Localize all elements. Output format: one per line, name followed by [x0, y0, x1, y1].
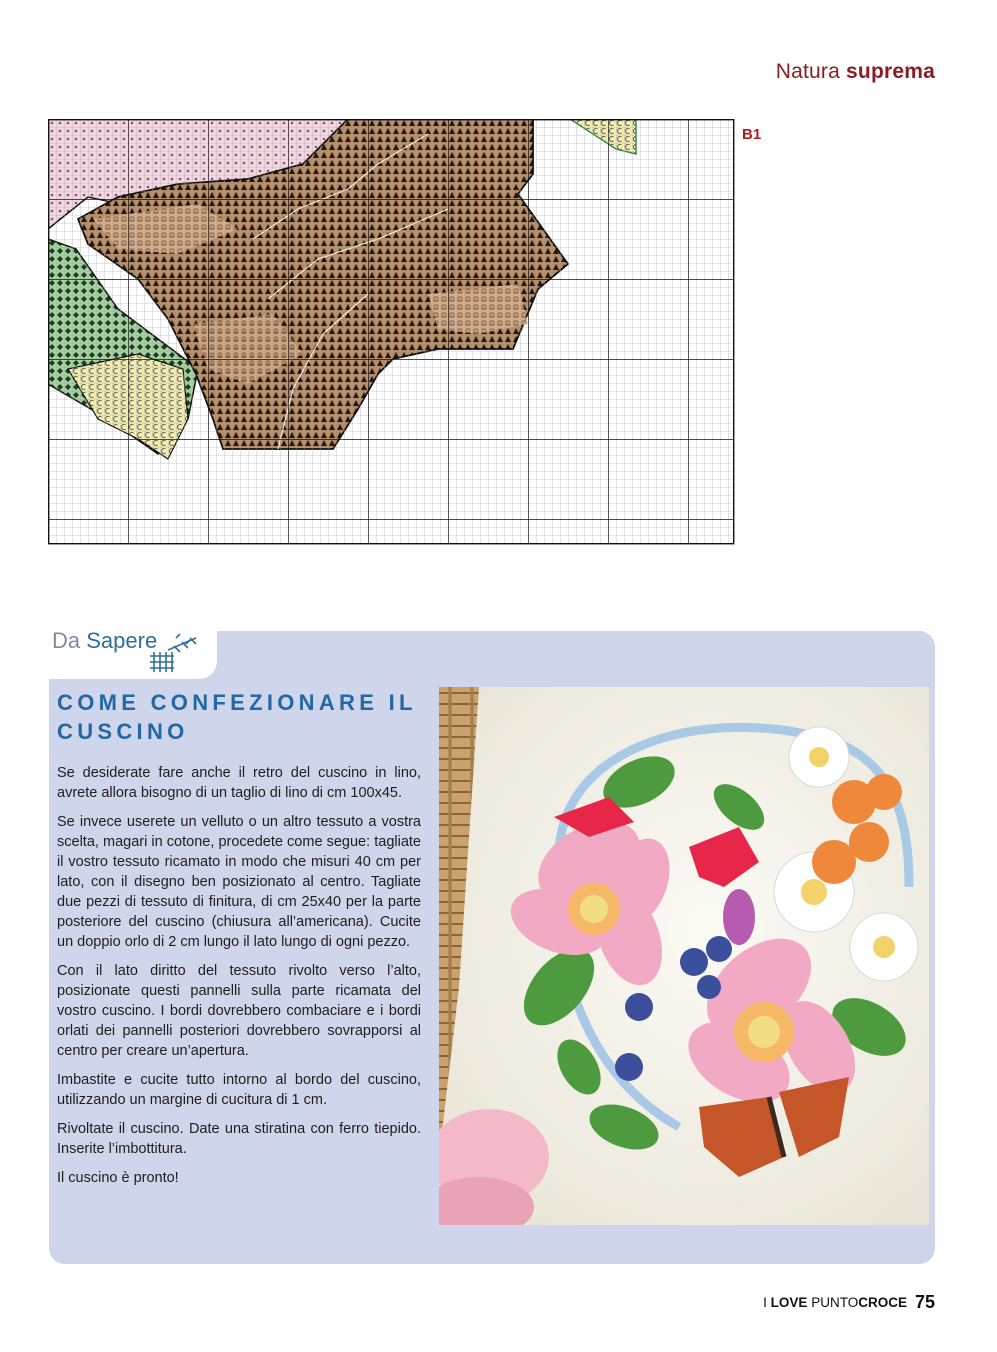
series-title: [776, 60, 935, 84]
chart-section-label: B1: [742, 126, 762, 143]
series-title-word2: suprema: [846, 60, 935, 83]
footer-punto: PUNTO: [807, 1295, 859, 1310]
paragraph: Il cuscino è pronto!: [57, 1170, 179, 1186]
cross-stitch-chart: [48, 119, 738, 549]
paragraph: Se desiderate fare anche il retro del cuscino in lino, avrete allora bisogno di un taglio di lino di cm 100x45.: [57, 765, 421, 801]
cross-stitch-icon: [146, 632, 200, 676]
tab-word-sapere: Sapere: [86, 628, 158, 653]
cushion-photo: [439, 687, 929, 1225]
instructions-text: [57, 763, 421, 1197]
footer-branding: [763, 1292, 935, 1313]
series-title-word1: Natura: [775, 60, 840, 83]
footer-love: LOVE: [770, 1295, 808, 1310]
footer-croce: CROCE: [858, 1295, 907, 1310]
paragraph: Con il lato diritto del tessuto rivolto verso l’alto, posizionate questi pannelli sulla parte ricamata del vostro cuscino. I bordi dovrebbero combaciare e i bordi orlati dei pannelli posteriori dovrebbero sovrapporsi al centro per creare un’apertura.: [57, 963, 421, 1059]
tab-word-da: Da: [52, 628, 81, 653]
paragraph: Rivoltate il cuscino. Date una stiratina con ferro tiepido. Inserite l’imbottitura.: [57, 1121, 421, 1157]
info-box-tab-title: [52, 628, 157, 654]
section-title: COME CONFEZIONARE IL CUSCINO: [57, 690, 417, 744]
footer-i: I: [763, 1295, 771, 1310]
paragraph: Se invece userete un velluto o un altro tessuto a vostra scelta, magari in cotone, procedete come segue: tagliate il vostro tessuto ricamato in modo che misuri 40 cm per lato, con il disegno ben posizionato al centro. Tagliate due pezzi di tessuto di finitura, di cm 25x40 per la parte posteriore del cuscino (chiusura all’americana). Cucite un doppio orlo di 2 cm lungo il lato lungo di ogni pezzo.: [57, 814, 421, 950]
page-number: 75: [914, 1292, 935, 1312]
paragraph: Imbastite e cucite tutto intorno al bordo del cuscino, utilizzando un margine di cucitura di 1 cm.: [57, 1072, 421, 1108]
